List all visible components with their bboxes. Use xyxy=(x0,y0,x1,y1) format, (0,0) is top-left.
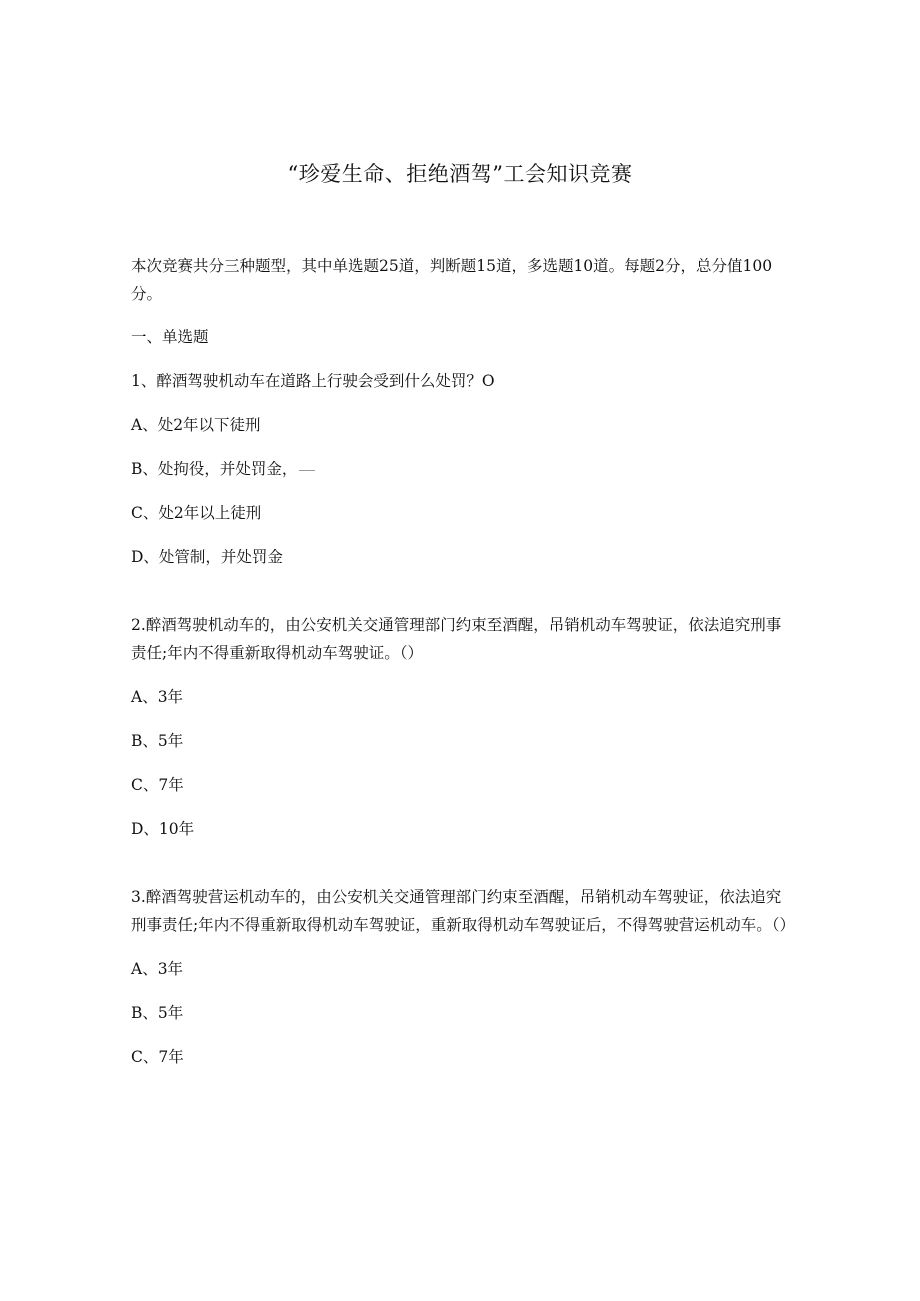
option-d: D、处管制，并处罚金 xyxy=(131,548,283,566)
intro-paragraph: 本次竞赛共分三种题型，其中单选题25道，判断题15道，多选题10道。每题2分，总分值100分。 xyxy=(131,257,773,303)
option-b: B、5年 xyxy=(131,732,184,750)
question-stem: 3.醉酒驾驶营运机动车的，由公安机关交通管理部门约束至酒醒，吊销机动车驾驶证，依法追究刑事责任;年内不得重新取得机动车驾驶证，重新取得机动车驾驶证后，不得驾驶营运机动车。（） xyxy=(131,888,795,934)
option-b: B、5年 xyxy=(131,1004,184,1022)
option-d: D、10年 xyxy=(131,820,195,838)
document-title: “珍爱生命、拒绝酒驾”工会知识竞赛 xyxy=(287,162,633,186)
option-b-text: B、处拘役，并处罚金， xyxy=(131,460,298,478)
question-stem: 2.醉酒驾驶机动车的，由公安机关交通管理部门约束至酒醒，吊销机动车驾驶证，依法追究刑事责任;年内不得重新取得机动车驾驶证。（） xyxy=(131,616,782,662)
option-a: A、处2年以下徒刑 xyxy=(131,416,261,434)
question-2 xyxy=(131,611,791,843)
option-c: C、7年 xyxy=(131,776,184,794)
option-a: A、3年 xyxy=(131,960,184,978)
blank-line-mark xyxy=(299,470,315,471)
option-c: C、7年 xyxy=(131,1048,184,1066)
question-1 xyxy=(131,367,791,571)
document-body xyxy=(131,252,795,1111)
option-c: C、处2年以上徒刑 xyxy=(131,504,262,522)
question-stem: 1、醉酒驾驶机动车在道路上行驶会受到什么处罚？O xyxy=(131,372,495,390)
question-3 xyxy=(131,883,795,1071)
option-b xyxy=(131,455,791,483)
option-a: A、3年 xyxy=(131,688,184,706)
section-heading: 一、单选题 xyxy=(131,328,209,346)
